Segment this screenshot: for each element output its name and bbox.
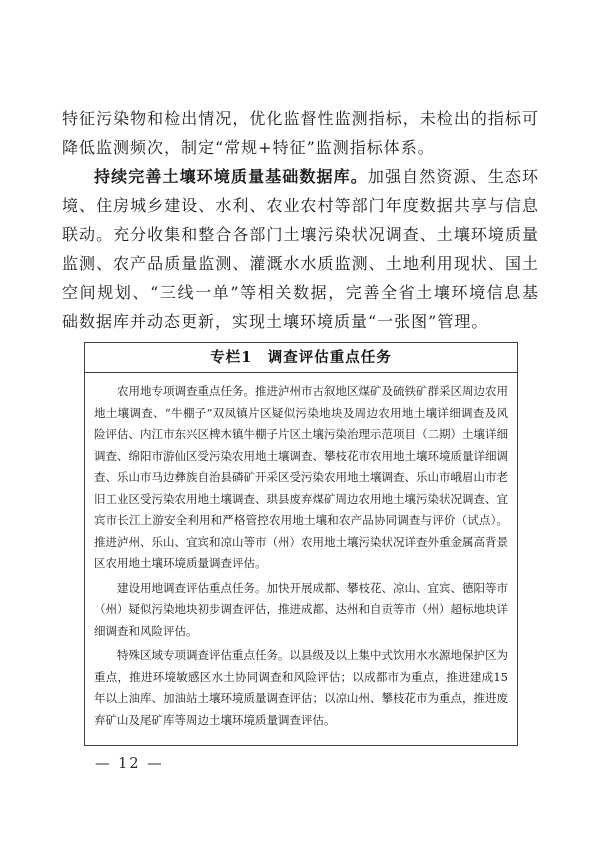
paragraph-continuation bbox=[62, 104, 539, 162]
paragraph-text: 特征污染物和检出情况，优化监督性监测指标，未检出的指标可降低监测频次，制定“常规+特征”监测指标体系。 bbox=[62, 109, 539, 157]
paragraph bbox=[62, 162, 539, 336]
column-box-body bbox=[85, 373, 517, 740]
body-text bbox=[62, 104, 539, 336]
paragraph-text: 加强自然资源、生态环境、住房城乡建设、水利、农业农村等部门年度数据共享与信息联动。充分收集和整合各部门土壤污染状况调查、土壤环境质量监测、农产品质量监测、灌溉水水质监测、土地利用现状、国土空间规划、“三线一单”等相关数据，完善全省土壤环境信息基础数据库并动态更新，实现土壤环境质量“一张图”管理。 bbox=[62, 167, 539, 331]
page-number: — 12 — bbox=[95, 756, 164, 772]
box-paragraph-special-area-survey: 特殊区域专项调查评估重点任务。以县级及以上集中式饮用水水源地保护区为重点，推进环境敏感区水土协同调查和风险评估；以成都市为重点，推进建成15年以上油库、加油站土壤环境质量调查评估；以凉山州、攀枝花市为重点，推进废弃矿山及尾矿库等周边土壤环境质量调查评估。 bbox=[94, 648, 508, 727]
box-paragraph-farmland-survey: 农用地专项调查重点任务。推进泸州市古叙地区煤矿及硫铁矿群采区周边农用地土壤调查、“牛棚子”双凤镇片区疑似污染地块及周边农用地土壤详细调查及风险评估、内江市东兴区椑木镇牛棚子片区土壤污染治理示范项目（二期）土壤详细调查、绵阳市游仙区受污染农用地土壤调查、攀枝花市农用地土壤环境质量详细调查、乐山市马边彝族自治县磷矿开采区受污染农用地土壤调查、乐山市峨眉山市老旧工业区受污染农用地土壤调查、珙县废弃煤矿周边农用地土壤污染状况调查、宜宾市长江上游安全利用和严格管控农用地土壤和农产品协同调查与评价（试点）。推进泸州、乐山、宜宾和凉山等市（州）农用地土壤污染状况详查外重金属高背景区农用地土壤环境质量调查评估。 bbox=[94, 384, 508, 570]
column-box-title: 专栏1 调查评估重点任务 bbox=[85, 343, 517, 373]
box-paragraph-construction-land-survey: 建设用地调查评估重点任务。加快开展成都、攀枝花、凉山、宜宾、德阳等市（州）疑似污染地块初步调查评估，推进成都、达州和自贡等市（州）超标地块详细调查和风险评估。 bbox=[94, 580, 508, 638]
paragraph-lead-bold: 持续完善土壤环境质量基础数据库。 bbox=[94, 167, 368, 186]
column-1-box bbox=[84, 342, 518, 746]
